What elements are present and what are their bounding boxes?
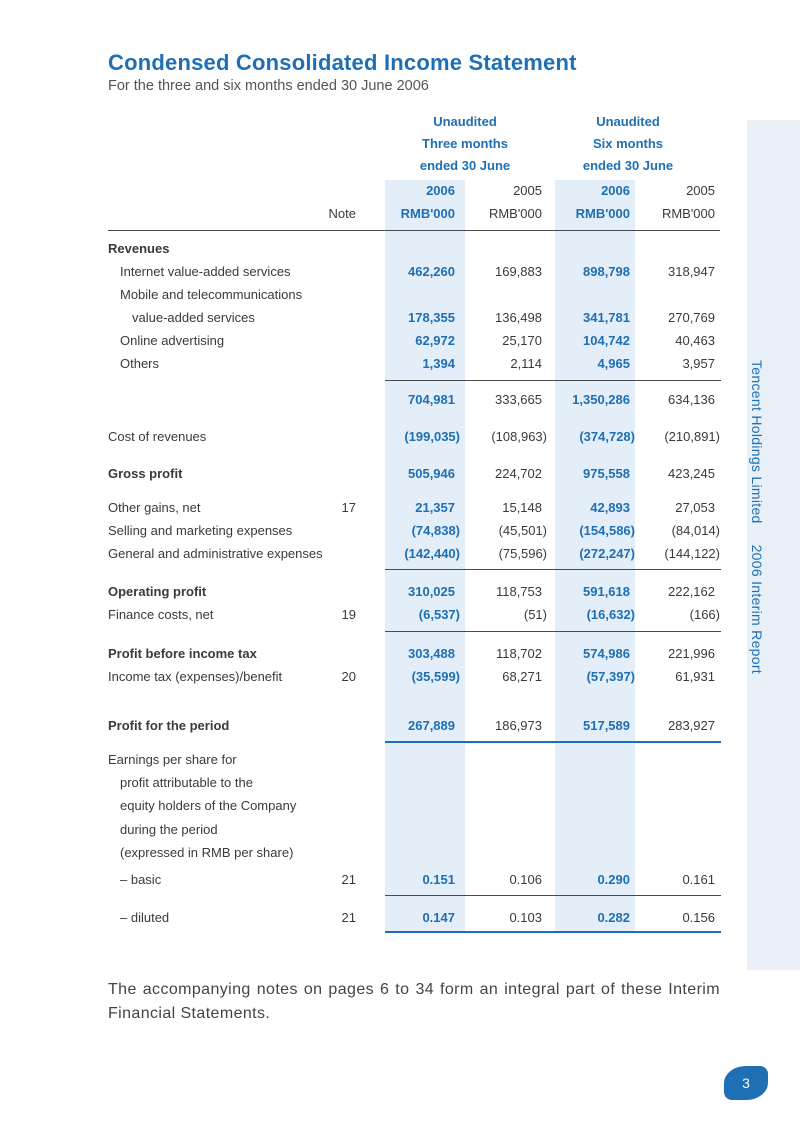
row-note: 19 — [341, 607, 356, 622]
column-rule — [385, 631, 720, 632]
row-label: Mobile and telecommunications — [120, 287, 303, 302]
row-value: 270,769 — [668, 310, 715, 325]
row-value: 15,148 — [502, 500, 542, 515]
column-header-unit: RMB'000 — [575, 206, 630, 221]
row-value: 3,957 — [682, 356, 715, 371]
row-label: Earnings per share for — [108, 752, 237, 767]
row-value: 341,781 — [583, 310, 630, 325]
column-rule — [385, 895, 720, 896]
header-three-months-line-1: Unaudited — [433, 114, 497, 129]
column-rule — [385, 741, 720, 743]
row-value: 68,271 — [502, 669, 542, 684]
row-value: 27,053 — [675, 500, 715, 515]
row-value: (166) — [689, 607, 720, 622]
row-value: (84,014) — [671, 523, 720, 538]
row-label: (expressed in RMB per share) — [120, 845, 294, 860]
row-value: 505,946 — [408, 466, 455, 481]
row-value: 574,986 — [583, 646, 630, 661]
row-value: 0.103 — [509, 910, 542, 925]
row-label: Cost of revenues — [108, 429, 207, 444]
row-value: 40,463 — [675, 333, 715, 348]
row-value: (57,397) — [586, 669, 635, 684]
row-value: 25,170 — [502, 333, 542, 348]
row-label: Internet value-added services — [120, 264, 291, 279]
row-value: (154,586) — [579, 523, 635, 538]
row-label: – diluted — [120, 910, 170, 925]
header-six-months-line-2: Six months — [592, 136, 664, 151]
row-value: 303,488 — [408, 646, 455, 661]
row-value: 975,558 — [583, 466, 630, 481]
row-label: Profit for the period — [108, 718, 230, 733]
row-value: (142,440) — [404, 546, 460, 561]
row-value: 0.156 — [682, 910, 715, 925]
row-value: 118,702 — [495, 646, 542, 661]
column-header-note: Note — [328, 206, 356, 221]
row-value: (35,599) — [411, 669, 460, 684]
row-value: (74,838) — [411, 523, 460, 538]
row-value: 136,498 — [495, 310, 542, 325]
column-header-year: 2005 — [513, 183, 542, 198]
row-value: 169,883 — [495, 264, 542, 279]
sidebar-report-label: Tencent Holdings Limited 2006 Interim Report — [749, 360, 765, 674]
row-value: 0.147 — [422, 910, 455, 925]
row-label: profit attributable to the — [120, 775, 253, 790]
row-value: 186,973 — [495, 718, 542, 733]
row-note: 17 — [341, 500, 356, 515]
row-value: 0.106 — [509, 872, 542, 887]
row-value: 462,260 — [408, 264, 455, 279]
row-value: (374,728) — [579, 429, 635, 444]
row-label: General and administrative expenses — [108, 546, 323, 561]
row-value: (108,963) — [491, 429, 547, 444]
column-rule — [385, 569, 720, 570]
page-subtitle: For the three and six months ended 30 June 2006 — [108, 78, 429, 94]
row-value: (199,035) — [404, 429, 460, 444]
column-rule — [385, 931, 720, 933]
row-value: 118,753 — [495, 584, 542, 599]
row-value: (6,537) — [418, 607, 460, 622]
row-note: 21 — [341, 872, 356, 887]
row-value: (272,247) — [579, 546, 635, 561]
row-value: 0.290 — [597, 872, 630, 887]
row-value: 517,589 — [583, 718, 630, 733]
page-title: Condensed Consolidated Income Statement — [108, 50, 577, 75]
row-label: Revenues — [108, 241, 170, 256]
column-header-unit: RMB'000 — [400, 206, 455, 221]
row-label: Online advertising — [120, 333, 225, 348]
row-value: 178,355 — [408, 310, 455, 325]
row-value: 62,972 — [415, 333, 455, 348]
column-header-unit: RMB'000 — [488, 206, 542, 221]
row-label: Others — [120, 356, 160, 371]
row-value: 2,114 — [510, 356, 542, 371]
row-label: Profit before income tax — [108, 646, 257, 661]
row-value: (51) — [523, 607, 547, 622]
header-three-months-line-2: Three months — [422, 136, 508, 151]
row-value: 0.282 — [597, 910, 630, 925]
row-value: 423,245 — [668, 466, 715, 481]
row-value: 267,889 — [408, 718, 455, 733]
row-label: Selling and marketing expenses — [108, 523, 293, 538]
page-number-badge: 3 — [724, 1066, 768, 1100]
row-label: value-added services — [132, 310, 255, 325]
row-value: 4,965 — [597, 356, 630, 371]
row-note: 20 — [341, 669, 356, 684]
row-value: 61,931 — [675, 669, 715, 684]
row-value: 42,893 — [590, 500, 630, 515]
row-value: 591,618 — [583, 584, 630, 599]
row-value: 104,742 — [583, 333, 630, 348]
header-six-months-line-1: Unaudited — [596, 114, 660, 129]
row-value: 0.161 — [682, 872, 715, 887]
row-value: (210,891) — [664, 429, 720, 444]
column-rule — [385, 380, 720, 381]
row-value: 1,394 — [422, 356, 455, 371]
row-value: 21,357 — [415, 500, 455, 515]
footer-note: The accompanying notes on pages 6 to 34 form an integral part of these Interim Financial Statements. — [108, 981, 720, 1022]
column-header-unit: RMB'000 — [661, 206, 715, 221]
row-note: 21 — [341, 910, 356, 925]
row-value: 0.151 — [422, 872, 455, 887]
row-value: 224,702 — [495, 466, 542, 481]
row-value: 898,798 — [583, 264, 630, 279]
row-label: Income tax (expenses)/benefit — [108, 669, 283, 684]
row-value: 221,996 — [668, 646, 715, 661]
row-value: 1,350,286 — [572, 392, 630, 407]
header-six-months-line-3: ended 30 June — [582, 158, 674, 173]
row-label: equity holders of the Company — [120, 798, 297, 813]
row-value: 222,162 — [668, 584, 715, 599]
column-header-year: 2006 — [601, 183, 630, 198]
row-value: 333,665 — [495, 392, 542, 407]
row-label: during the period — [120, 822, 218, 837]
header-rule — [108, 230, 720, 231]
row-value: 310,025 — [408, 584, 455, 599]
row-value: (75,596) — [498, 546, 547, 561]
row-label: Finance costs, net — [108, 607, 214, 622]
row-value: (144,122) — [664, 546, 720, 561]
row-value: 704,981 — [408, 392, 455, 407]
row-label: Other gains, net — [108, 500, 201, 515]
row-value: (16,632) — [586, 607, 635, 622]
row-label: Operating profit — [108, 584, 207, 599]
column-header-year: 2005 — [686, 183, 715, 198]
column-header-year: 2006 — [426, 183, 455, 198]
row-label: Gross profit — [108, 466, 183, 481]
row-value: 634,136 — [668, 392, 715, 407]
row-value: 318,947 — [668, 264, 715, 279]
row-label: – basic — [120, 872, 162, 887]
row-value: 283,927 — [668, 718, 715, 733]
header-three-months-line-3: ended 30 June — [419, 158, 511, 173]
row-value: (45,501) — [498, 523, 547, 538]
